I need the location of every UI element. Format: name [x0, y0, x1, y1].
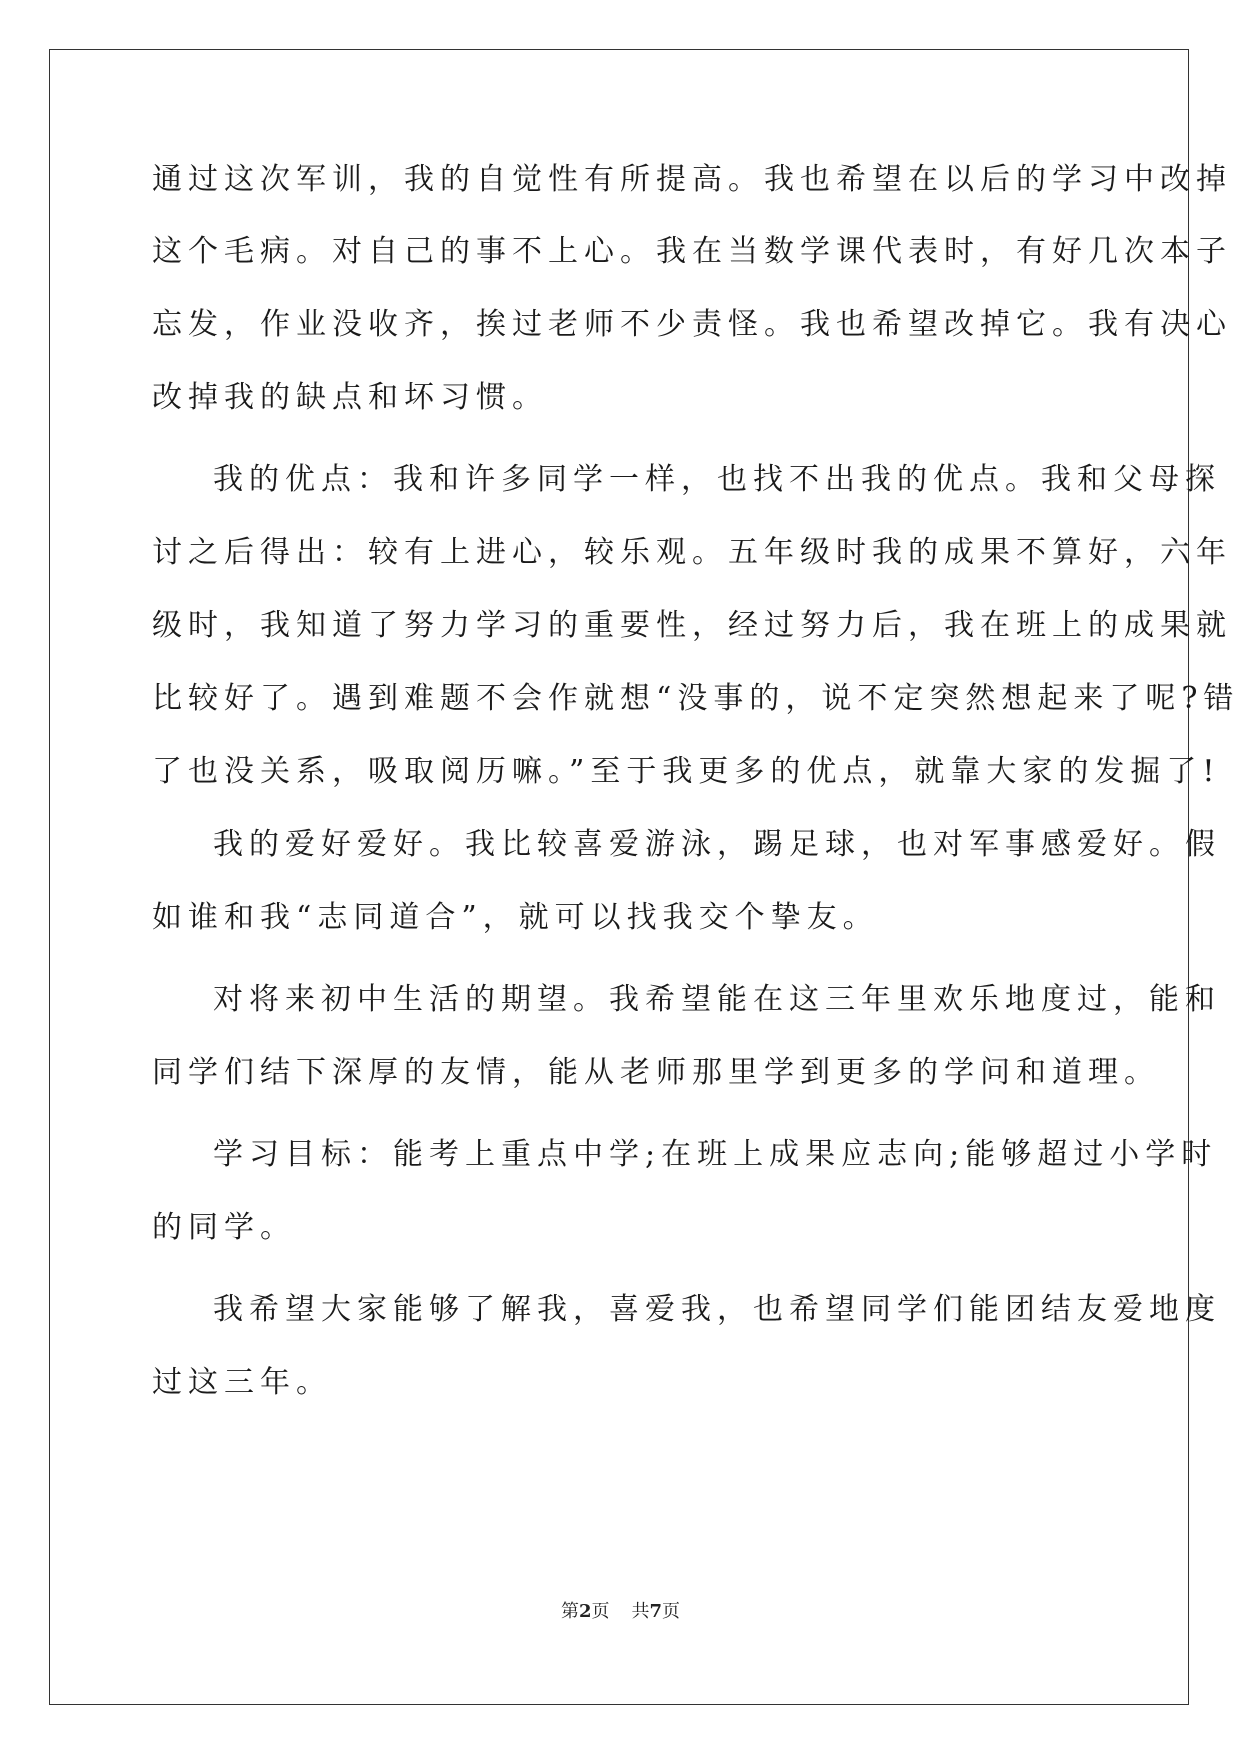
text-line: 同学们结下深厚的友情，能从老师那里学到更多的学问和道理。 — [152, 1055, 1160, 1090]
text-line: 比较好了。遇到难题不会作就想“没事的，说不定突然想起来了呢?错 — [152, 681, 1240, 716]
text-line: 学习目标：能考上重点中学;在班上成果应志向;能够超过小学时 — [213, 1137, 1218, 1172]
text-line: 我的优点：我和许多同学一样，也找不出我的优点。我和父母探 — [213, 462, 1221, 497]
text-line: 讨之后得出：较有上进心，较乐观。五年级时我的成果不算好，六年 — [152, 535, 1232, 570]
text-line: 我希望大家能够了解我，喜爱我，也希望同学们能团结友爱地度 — [213, 1292, 1221, 1327]
page-number: 2 — [578, 1601, 592, 1622]
text-line: 我的爱好爱好。我比较喜爱游泳，踢足球，也对军事感爱好。假 — [213, 827, 1221, 862]
page-footer — [0, 1597, 1241, 1623]
text-line: 了也没关系，吸取阅历嘛。”至于我更多的优点，就靠大家的发掘了! — [152, 754, 1221, 789]
text-line: 忘发，作业没收齐，挨过老师不少责怪。我也希望改掉它。我有决心 — [152, 307, 1232, 342]
text-line: 的同学。 — [152, 1210, 296, 1245]
text-line: 级时，我知道了努力学习的重要性，经过努力后，我在班上的成果就 — [152, 608, 1232, 643]
text-line: 改掉我的缺点和坏习惯。 — [152, 380, 548, 415]
total-suffix: 页 — [662, 1601, 681, 1622]
total-prefix: 共 — [631, 1601, 650, 1622]
text-line: 过这三年。 — [152, 1365, 332, 1400]
page-border — [49, 49, 1189, 1705]
total-pages: 7 — [649, 1601, 663, 1622]
page-prefix: 第 — [560, 1601, 579, 1622]
page-suffix: 页 — [591, 1601, 610, 1622]
text-line: 对将来初中生活的期望。我希望能在这三年里欢乐地度过，能和 — [213, 982, 1221, 1017]
text-line: 通过这次军训，我的自觉性有所提高。我也希望在以后的学习中改掉 — [152, 162, 1232, 197]
text-line: 如谁和我“志同道合”，就可以找我交个挚友。 — [152, 900, 879, 935]
text-line: 这个毛病。对自己的事不上心。我在当数学课代表时，有好几次本子 — [152, 234, 1232, 269]
